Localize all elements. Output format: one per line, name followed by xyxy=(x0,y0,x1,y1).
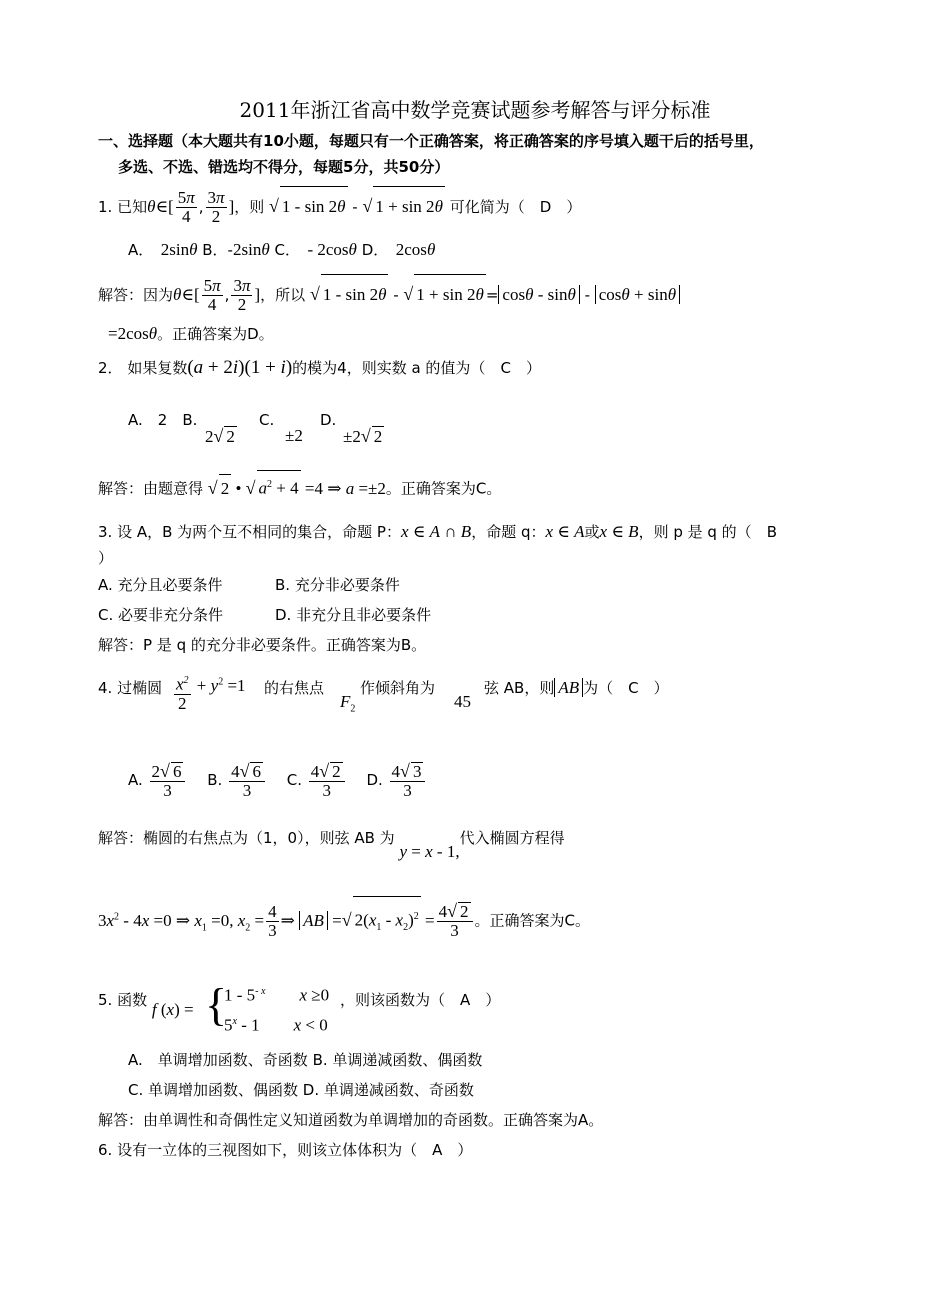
question-2: 2． 如果复数(a + 2i)(1 + i)的模为4，则实数 a 的值为（ C ） xyxy=(98,357,541,378)
options-q5-row1: A. 单调增加函数、奇函数 B. 单调递减函数、偶函数 xyxy=(128,1051,483,1069)
question-4-mid3: 弦 AB，则 AB 为（ C ） xyxy=(484,678,669,697)
angle-value: 45 xyxy=(454,692,471,711)
question-6: 6. 设有一立体的三视图如下，则该立体体积为（ A ） xyxy=(98,1141,473,1159)
solution-q4-line2: $3x^2 - 4x =0$ ⇒ $x_1 =0$, $x_2$ = $\frac{4}{3}$ ⇒ AB =√ $2(x_1 - x_2)^2$ = $\frac{4√ 2}{3}$ 。正确答案为C。 xyxy=(98,896,590,948)
answer-q5: A xyxy=(460,991,471,1009)
ellipse-equation: $\frac{x^2}{2}$ + $y^2 =1$ xyxy=(172,672,246,713)
option-d-q3: D. 非充分且非必要条件 xyxy=(275,606,432,624)
option-b-value-q2: 2√ 2 xyxy=(205,426,235,446)
answer-q3: B xyxy=(766,523,777,541)
answer-q6: A xyxy=(432,1141,443,1159)
section-heading: 一、选择题（本大题共有10小题，每题只有一个正确答案，将正确答案的序号填入题干后的括号里， xyxy=(98,132,764,150)
question-4-mid: 的右焦点 xyxy=(264,679,325,697)
question-3-close: ） xyxy=(98,549,114,567)
piecewise-case-1: $1 - 5^{- x}$ x ≥0 xyxy=(224,985,330,1005)
solution-q1: 解答：因为θ∈[ $\frac{5\pi}{4}$ , $\frac{3\pi}{2}$ ]，所以 √ 1 - sin 2θ - √ 1 + sin 2θ = cosθ - sinθ - cosθ + sinθ xyxy=(98,274,680,315)
question-4-mid2: 作倾斜角为 xyxy=(360,679,436,697)
focus-f2: $F_2$ xyxy=(340,692,356,715)
option-b-q3: B. 充分非必要条件 xyxy=(275,576,400,594)
option-d-label-q2: D. xyxy=(320,411,337,429)
question-1: 1. 已知θ∈[ $\frac{5\pi}{4}$ , $\frac{3\pi}{2}$ ]，则 √ 1 - sin 2θ - √ 1 + sin 2θ 可化简为（ D ） xyxy=(98,188,582,226)
options-q2: A. 2 B. xyxy=(128,411,198,429)
solution-q3: 解答：P 是 q 的充分非必要条件。正确答案为B。 xyxy=(98,636,427,654)
answer-q1: D xyxy=(539,198,552,216)
section-heading-cont: 多选、不选、错选均不得分，每题5分，共50分） xyxy=(118,158,450,176)
solution-q2: 解答：由题意得 √ 2 • √ $a^2 + 4 =4$ ⇒ a =±2。正确答案为C。 xyxy=(98,470,501,503)
document-title: 2011年浙江省高中数学竞赛试题参考解答与评分标准 xyxy=(239,98,711,122)
question-5-tail: ，则该函数为（ A ） xyxy=(340,991,501,1009)
option-c-q3: C. 必要非充分条件 xyxy=(98,606,224,624)
piecewise-case-2: 5$^x$ - 1 x < 0 xyxy=(224,1015,328,1035)
option-c-value-q2: ±2 xyxy=(285,426,303,445)
options-q1: A． 2sinθ B．-2sinθ C． - 2cosθ D． 2cosθ xyxy=(128,240,436,259)
option-a-q3: A. 充分且必要条件 xyxy=(98,576,223,594)
options-q5-row2: C. 单调增加函数、偶函数 D. 单调递减函数、奇函数 xyxy=(128,1081,474,1099)
question-5-text: 5. 函数 f (x) = xyxy=(98,991,194,1019)
question-4-text: 4. 过椭圆 xyxy=(98,679,163,697)
solution-q4-line1: 解答：椭圆的右焦点为（1，0），则弦 AB 为 y = x - 1,代入椭圆方程得 xyxy=(98,829,565,861)
answer-q2: C xyxy=(500,359,511,377)
option-d-value-q2: ±2√ 2 xyxy=(343,426,383,446)
solution-q5: 解答：由单调性和奇偶性定义知道函数为单调增加的奇函数。正确答案为A。 xyxy=(98,1111,604,1129)
solution-q1-cont: =2cosθ。正确答案为D。 xyxy=(108,324,274,343)
options-q4: A. $\frac{2√ 6}{3}$ B. $\frac{4√ 6}{3}$ C. $\frac{4√ 2}{3}$ D. $\frac{4√ 3}{3}$ xyxy=(128,760,427,800)
piecewise-brace: { xyxy=(205,979,228,1030)
question-3: 3. 设 A，B 为两个互不相同的集合，命题 P：x ∈ A ∩ B，命题 q：x ∈ A或x ∈ B，则 p 是 q 的（ B xyxy=(98,522,777,541)
option-c-label-q2: C. xyxy=(259,411,275,429)
answer-q4: C xyxy=(628,679,639,697)
